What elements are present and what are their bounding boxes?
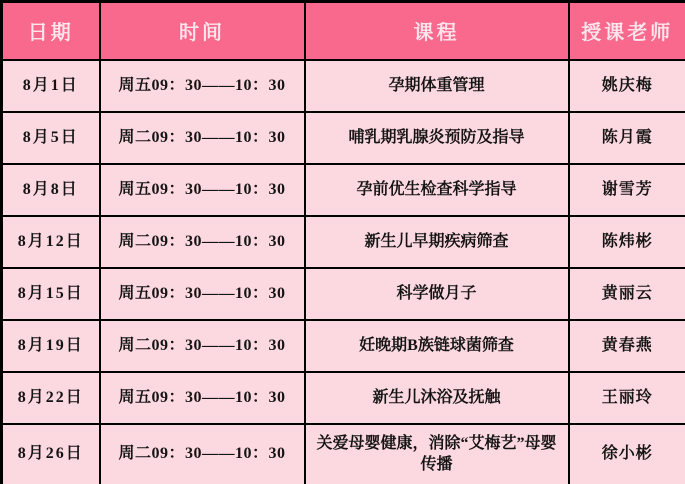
time-cell: 周五09：30——10：30 — [100, 60, 305, 112]
table-row — [2, 372, 685, 424]
course-cell: 孕期体重管理 — [305, 60, 569, 112]
teacher-cell: 黄春燕 — [569, 320, 685, 372]
teacher-cell: 陈炜彬 — [569, 216, 685, 268]
time-cell: 周二09：30——10：30 — [100, 320, 305, 372]
table-row — [2, 164, 685, 216]
date-cell: 8月8日 — [2, 164, 100, 216]
table-row — [2, 320, 685, 372]
header-cell-time: 时间 — [100, 2, 305, 60]
teacher-cell: 王丽玲 — [569, 372, 685, 424]
header-cell-course: 课程 — [305, 2, 569, 60]
teacher-cell: 谢雪芳 — [569, 164, 685, 216]
header-cell-date: 日期 — [2, 2, 100, 60]
table-row — [2, 216, 685, 268]
time-cell: 周二09：30——10：30 — [100, 216, 305, 268]
header-cell-teacher: 授课老师 — [569, 2, 685, 60]
course-cell: 新生儿沐浴及抚触 — [305, 372, 569, 424]
date-cell: 8月19日 — [2, 320, 100, 372]
course-cell: 新生儿早期疾病筛查 — [305, 216, 569, 268]
time-cell: 周五09：30——10：30 — [100, 372, 305, 424]
time-cell: 周五09：30——10：30 — [100, 268, 305, 320]
date-cell: 8月5日 — [2, 112, 100, 164]
date-cell: 8月26日 — [2, 424, 100, 484]
course-cell: 哺乳期乳腺炎预防及指导 — [305, 112, 569, 164]
table-row — [2, 268, 685, 320]
date-cell: 8月12日 — [2, 216, 100, 268]
time-cell: 周五09：30——10：30 — [100, 164, 305, 216]
course-cell: 妊晚期B族链球菌筛查 — [305, 320, 569, 372]
course-cell: 孕前优生检查科学指导 — [305, 164, 569, 216]
table-row — [2, 112, 685, 164]
time-cell: 周二09：30——10：30 — [100, 424, 305, 484]
teacher-cell: 黄丽云 — [569, 268, 685, 320]
time-cell: 周二09：30——10：30 — [100, 112, 305, 164]
date-cell: 8月1日 — [2, 60, 100, 112]
course-cell: 关爱母婴健康，消除“艾梅艺”母婴传播 — [305, 424, 569, 484]
table-row — [2, 424, 685, 484]
course-cell: 科学做月子 — [305, 268, 569, 320]
teacher-cell: 姚庆梅 — [569, 60, 685, 112]
date-cell: 8月22日 — [2, 372, 100, 424]
header-row — [2, 2, 685, 60]
table-row — [2, 60, 685, 112]
teacher-cell: 陈月霞 — [569, 112, 685, 164]
date-cell: 8月15日 — [2, 268, 100, 320]
teacher-cell: 徐小彬 — [569, 424, 685, 484]
